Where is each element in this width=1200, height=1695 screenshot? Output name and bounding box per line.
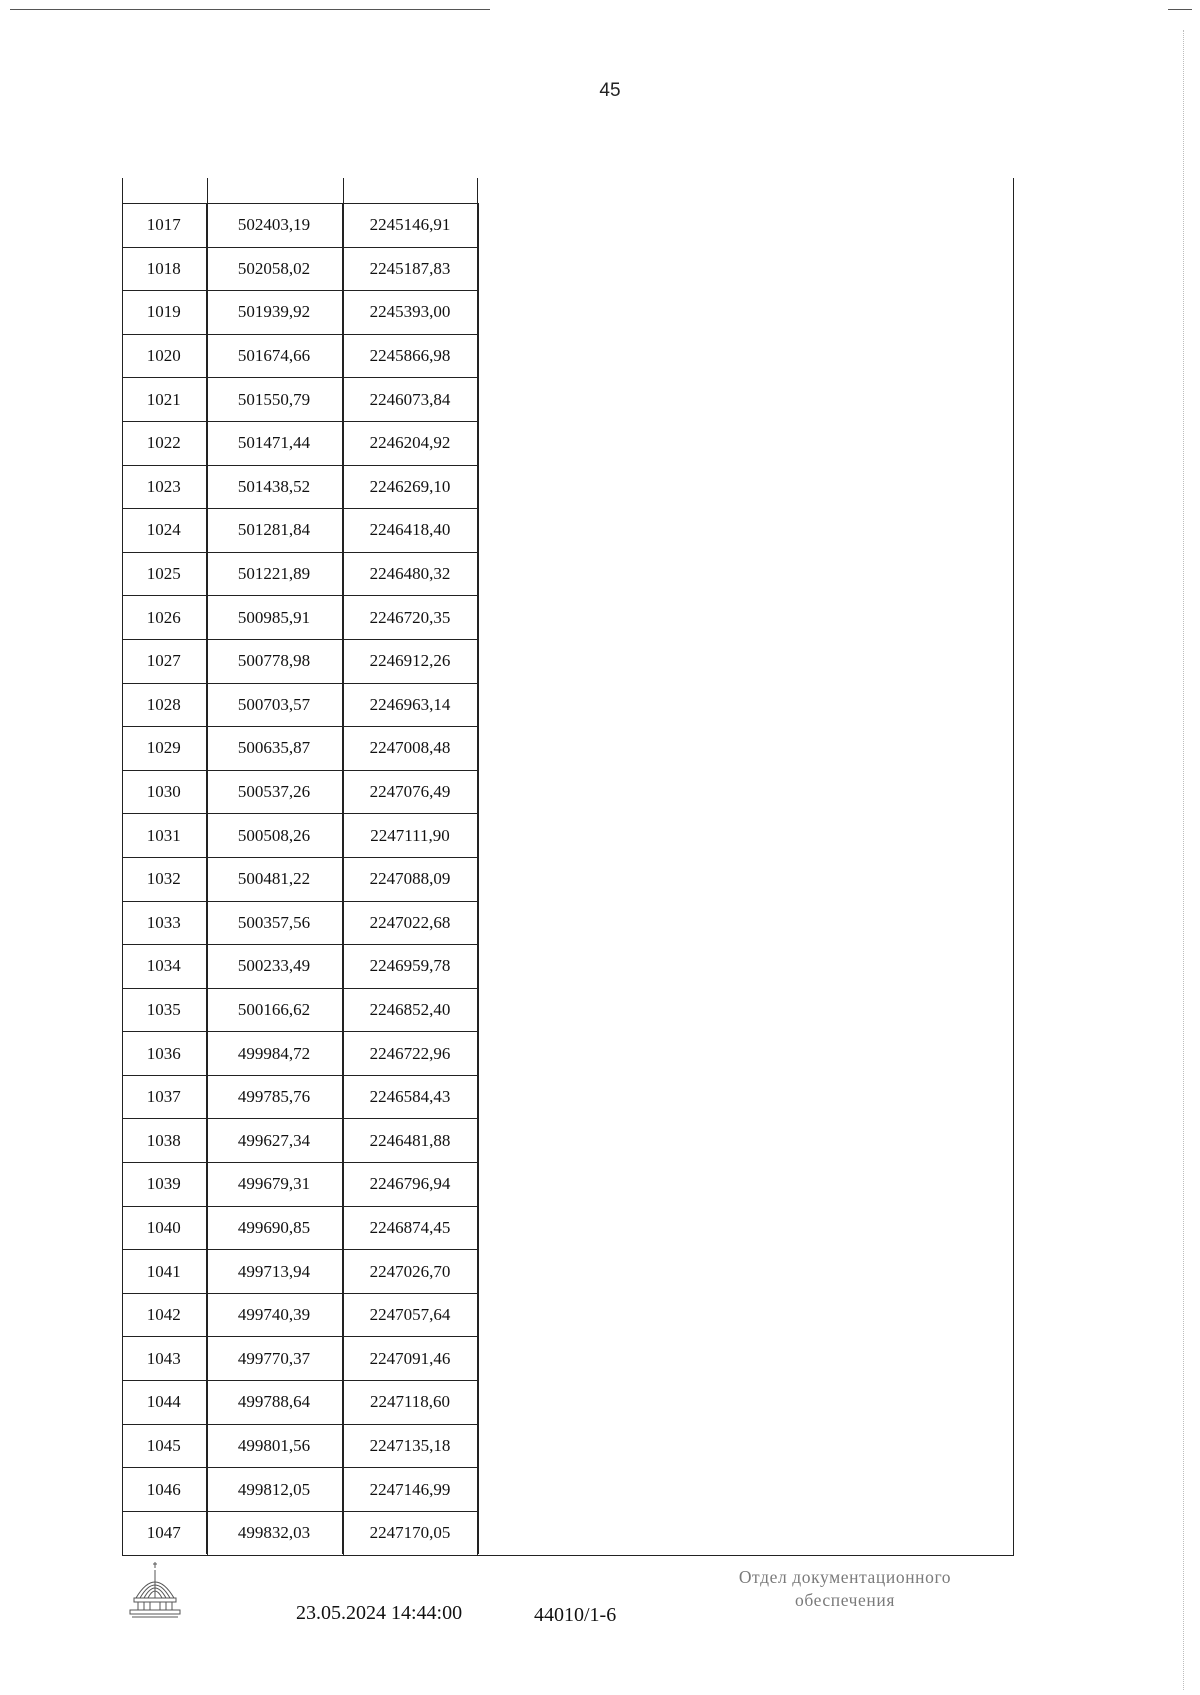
emblem-logo-icon bbox=[126, 1562, 184, 1622]
x-coordinate-cell: 499832,03 bbox=[206, 1511, 342, 1554]
point-number-cell: 1021 bbox=[122, 378, 206, 422]
point-number-cell: 1026 bbox=[122, 596, 206, 640]
point-number-cell: 1040 bbox=[122, 1206, 206, 1250]
point-number-cell: 1043 bbox=[122, 1337, 206, 1381]
table-row bbox=[122, 1381, 478, 1425]
point-number-cell: 1017 bbox=[122, 204, 206, 248]
table-row bbox=[122, 1468, 478, 1512]
point-number-cell: 1024 bbox=[122, 509, 206, 553]
y-coordinate-cell: 2246480,32 bbox=[342, 552, 478, 596]
table-row bbox=[122, 552, 478, 596]
y-coordinate-cell: 2246852,40 bbox=[342, 988, 478, 1032]
x-coordinate-cell: 499690,85 bbox=[206, 1206, 342, 1250]
point-number-cell: 1036 bbox=[122, 1032, 206, 1076]
x-coordinate-cell: 502403,19 bbox=[206, 204, 342, 248]
table-row bbox=[122, 814, 478, 858]
point-number-cell: 1047 bbox=[122, 1511, 206, 1554]
x-coordinate-cell: 499785,76 bbox=[206, 1075, 342, 1119]
table-row bbox=[122, 639, 478, 683]
x-coordinate-cell: 499770,37 bbox=[206, 1337, 342, 1381]
y-coordinate-cell: 2246204,92 bbox=[342, 421, 478, 465]
y-coordinate-cell: 2246959,78 bbox=[342, 945, 478, 989]
table-row bbox=[122, 291, 478, 335]
x-coordinate-cell: 500635,87 bbox=[206, 727, 342, 771]
point-number-cell: 1031 bbox=[122, 814, 206, 858]
table-row bbox=[122, 1206, 478, 1250]
table-row bbox=[122, 596, 478, 640]
y-coordinate-cell: 2247076,49 bbox=[342, 770, 478, 814]
y-coordinate-cell: 2247091,46 bbox=[342, 1337, 478, 1381]
table-row bbox=[122, 901, 478, 945]
table-row bbox=[122, 247, 478, 291]
table-row bbox=[122, 509, 478, 553]
point-number-cell: 1034 bbox=[122, 945, 206, 989]
stamp-line: Отдел документационного bbox=[738, 1567, 952, 1587]
x-coordinate-cell: 500166,62 bbox=[206, 988, 342, 1032]
x-coordinate-cell: 500508,26 bbox=[206, 814, 342, 858]
table-row bbox=[122, 727, 478, 771]
x-coordinate-cell: 501939,92 bbox=[206, 291, 342, 335]
table-row bbox=[122, 1293, 478, 1337]
point-number-cell: 1039 bbox=[122, 1163, 206, 1207]
y-coordinate-cell: 2247135,18 bbox=[342, 1424, 478, 1468]
x-coordinate-cell: 500481,22 bbox=[206, 857, 342, 901]
point-number-cell: 1030 bbox=[122, 770, 206, 814]
footer-datetime: 23.05.2024 14:44:00 bbox=[296, 1602, 463, 1624]
point-number-cell: 1038 bbox=[122, 1119, 206, 1163]
table-row bbox=[122, 988, 478, 1032]
x-coordinate-cell: 499788,64 bbox=[206, 1381, 342, 1425]
point-number-cell: 1035 bbox=[122, 988, 206, 1032]
x-coordinate-cell: 499801,56 bbox=[206, 1424, 342, 1468]
department-stamp bbox=[700, 1566, 990, 1612]
table-row bbox=[122, 378, 478, 422]
y-coordinate-cell: 2246912,26 bbox=[342, 639, 478, 683]
point-number-cell: 1033 bbox=[122, 901, 206, 945]
coordinates-table-body bbox=[122, 204, 478, 1555]
x-coordinate-cell: 500233,49 bbox=[206, 945, 342, 989]
x-coordinate-cell: 500703,57 bbox=[206, 683, 342, 727]
y-coordinate-cell: 2247008,48 bbox=[342, 727, 478, 771]
point-number-cell: 1037 bbox=[122, 1075, 206, 1119]
point-number-cell: 1032 bbox=[122, 857, 206, 901]
page-number: 45 bbox=[599, 80, 621, 101]
x-coordinate-cell: 501438,52 bbox=[206, 465, 342, 509]
scan-right-edge bbox=[1183, 30, 1184, 1690]
point-number-cell: 1023 bbox=[122, 465, 206, 509]
stamp-line: обеспечения bbox=[794, 1590, 896, 1610]
point-number-cell: 1018 bbox=[122, 247, 206, 291]
x-coordinate-cell: 499627,34 bbox=[206, 1119, 342, 1163]
point-number-cell: 1044 bbox=[122, 1381, 206, 1425]
point-number-cell: 1019 bbox=[122, 291, 206, 335]
x-coordinate-cell: 500985,91 bbox=[206, 596, 342, 640]
y-coordinate-cell: 2247022,68 bbox=[342, 901, 478, 945]
x-coordinate-cell: 499713,94 bbox=[206, 1250, 342, 1294]
table-row bbox=[122, 1032, 478, 1076]
coordinates-table bbox=[122, 203, 479, 1554]
table-row bbox=[122, 421, 478, 465]
y-coordinate-cell: 2247026,70 bbox=[342, 1250, 478, 1294]
x-coordinate-cell: 502058,02 bbox=[206, 247, 342, 291]
y-coordinate-cell: 2246874,45 bbox=[342, 1206, 478, 1250]
y-coordinate-cell: 2246796,94 bbox=[342, 1163, 478, 1207]
y-coordinate-cell: 2246720,35 bbox=[342, 596, 478, 640]
table-row bbox=[122, 683, 478, 727]
y-coordinate-cell: 2246418,40 bbox=[342, 509, 478, 553]
point-number-cell: 1022 bbox=[122, 421, 206, 465]
y-coordinate-cell: 2246963,14 bbox=[342, 683, 478, 727]
x-coordinate-cell: 501674,66 bbox=[206, 334, 342, 378]
y-coordinate-cell: 2247111,90 bbox=[342, 814, 478, 858]
footer-doc-number: 44010/1-6 bbox=[534, 1604, 617, 1626]
y-coordinate-cell: 2246584,43 bbox=[342, 1075, 478, 1119]
table-row bbox=[122, 770, 478, 814]
y-coordinate-cell: 2246269,10 bbox=[342, 465, 478, 509]
x-coordinate-cell: 501550,79 bbox=[206, 378, 342, 422]
x-coordinate-cell: 499984,72 bbox=[206, 1032, 342, 1076]
point-number-cell: 1028 bbox=[122, 683, 206, 727]
y-coordinate-cell: 2245187,83 bbox=[342, 247, 478, 291]
y-coordinate-cell: 2247057,64 bbox=[342, 1293, 478, 1337]
point-number-cell: 1025 bbox=[122, 552, 206, 596]
point-number-cell: 1041 bbox=[122, 1250, 206, 1294]
x-coordinate-cell: 501221,89 bbox=[206, 552, 342, 596]
x-coordinate-cell: 499740,39 bbox=[206, 1293, 342, 1337]
table-row bbox=[122, 1250, 478, 1294]
table-row bbox=[122, 465, 478, 509]
table-row bbox=[122, 334, 478, 378]
x-coordinate-cell: 500778,98 bbox=[206, 639, 342, 683]
x-coordinate-cell: 499812,05 bbox=[206, 1468, 342, 1512]
x-coordinate-cell: 500357,56 bbox=[206, 901, 342, 945]
x-coordinate-cell: 501471,44 bbox=[206, 421, 342, 465]
table-row bbox=[122, 1119, 478, 1163]
y-coordinate-cell: 2246481,88 bbox=[342, 1119, 478, 1163]
point-number-cell: 1020 bbox=[122, 334, 206, 378]
point-number-cell: 1045 bbox=[122, 1424, 206, 1468]
point-number-cell: 1027 bbox=[122, 639, 206, 683]
point-number-cell: 1046 bbox=[122, 1468, 206, 1512]
table-row bbox=[122, 1424, 478, 1468]
x-coordinate-cell: 501281,84 bbox=[206, 509, 342, 553]
table-row bbox=[122, 1075, 478, 1119]
y-coordinate-cell: 2245393,00 bbox=[342, 291, 478, 335]
table-row bbox=[122, 857, 478, 901]
point-number-cell: 1029 bbox=[122, 727, 206, 771]
table-row bbox=[122, 1511, 478, 1554]
x-coordinate-cell: 500537,26 bbox=[206, 770, 342, 814]
table-row bbox=[122, 204, 478, 248]
y-coordinate-cell: 2246722,96 bbox=[342, 1032, 478, 1076]
y-coordinate-cell: 2247088,09 bbox=[342, 857, 478, 901]
y-coordinate-cell: 2247118,60 bbox=[342, 1381, 478, 1425]
point-number-cell: 1042 bbox=[122, 1293, 206, 1337]
y-coordinate-cell: 2247146,99 bbox=[342, 1468, 478, 1512]
scan-top-rule bbox=[10, 9, 490, 10]
table-row bbox=[122, 945, 478, 989]
y-coordinate-cell: 2245146,91 bbox=[342, 204, 478, 248]
scan-top-rule-right bbox=[1168, 9, 1192, 10]
y-coordinate-cell: 2246073,84 bbox=[342, 378, 478, 422]
x-coordinate-cell: 499679,31 bbox=[206, 1163, 342, 1207]
y-coordinate-cell: 2245866,98 bbox=[342, 334, 478, 378]
y-coordinate-cell: 2247170,05 bbox=[342, 1511, 478, 1554]
table-row bbox=[122, 1163, 478, 1207]
table-row bbox=[122, 1337, 478, 1381]
